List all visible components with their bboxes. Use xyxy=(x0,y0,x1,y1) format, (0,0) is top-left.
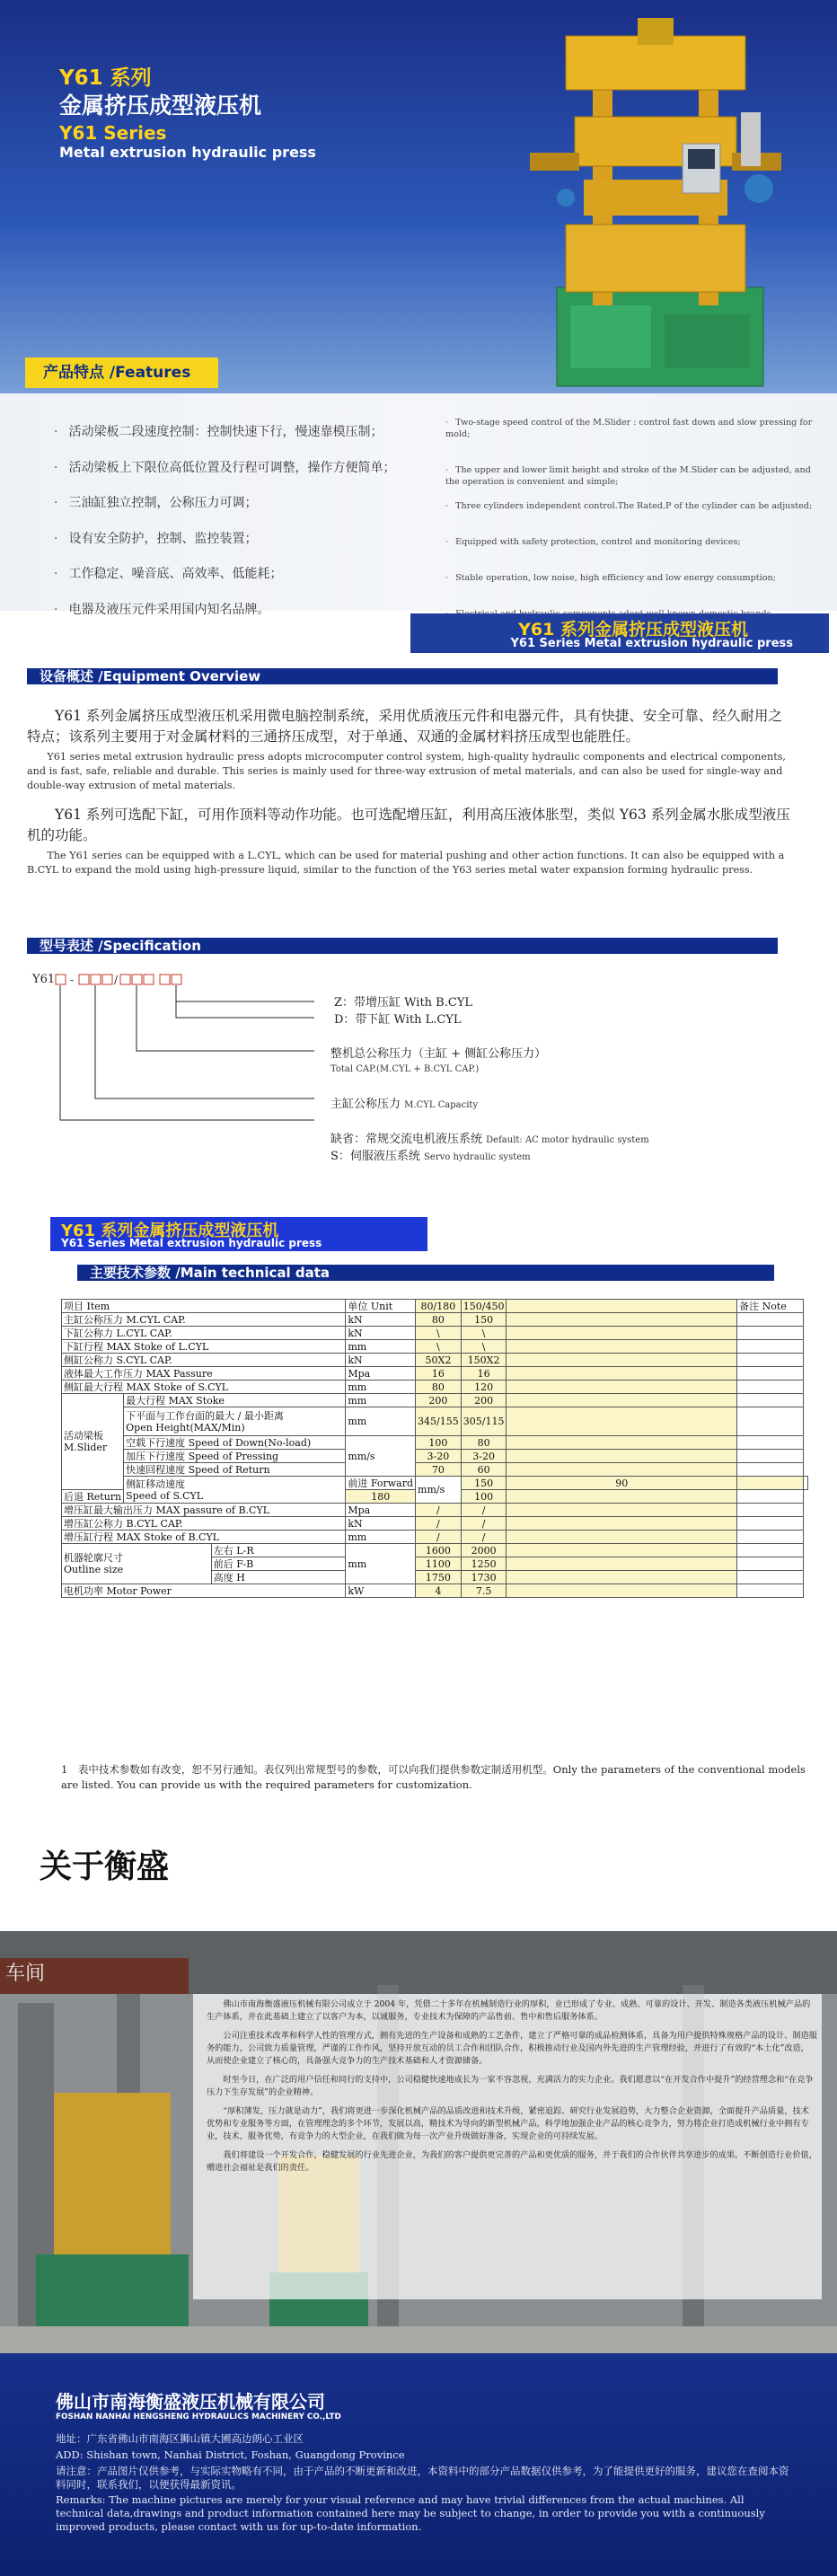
features-list-zh xyxy=(54,422,413,635)
row-label: 侧缸公称力 S.CYL CAP. xyxy=(62,1354,346,1367)
hydraulic-press-illustration xyxy=(503,18,808,395)
row-value-1: 200 xyxy=(416,1394,462,1407)
row-note xyxy=(737,1517,804,1531)
row-blank xyxy=(507,1584,737,1598)
row-unit: mm xyxy=(346,1340,416,1354)
slider-group-label: 活动梁板 M.Slider xyxy=(62,1394,124,1490)
row-label: 左右 L-R xyxy=(211,1544,346,1557)
row-note xyxy=(737,1354,804,1367)
row-blank xyxy=(507,1571,737,1584)
side-speed-en: Speed of S.CYL xyxy=(126,1489,204,1502)
series-header-zh: Y61 系列金属挤压成型液压机 xyxy=(518,620,748,640)
header-model-1: 80/180 xyxy=(416,1300,462,1313)
row-unit: mm xyxy=(346,1394,416,1407)
row-note xyxy=(737,1584,804,1598)
row-label: 增压缸最大输出压力 MAX passure of B.CYL xyxy=(62,1504,346,1517)
row-note xyxy=(804,1477,808,1490)
table-footnote: 1 表中技术参数如有改变，恕不另行通知。表仅列出常规型号的参数，可以向我们提供参数定制适用机型。Only the parameters of the conventional models are listed. You can provide us with the required parameters for customization. xyxy=(61,1763,806,1791)
row-unit: Mpa xyxy=(346,1367,416,1381)
row-unit: mm xyxy=(346,1407,416,1436)
row-value-2: 90 xyxy=(507,1477,737,1490)
about-title: 关于衡盛 xyxy=(40,1848,170,1885)
hero-subtitle-en: Metal extrusion hydraulic press xyxy=(59,144,316,161)
table-row xyxy=(62,1450,808,1463)
row-value-1: 16 xyxy=(416,1367,462,1381)
svg-text:-: - xyxy=(70,974,75,986)
outline-en: Outline size xyxy=(64,1564,124,1575)
open-height-en: Open Height(MAX/Min) xyxy=(126,1421,245,1434)
feature-item-zh: · 工作稳定、噪音底、高效率、低能耗； xyxy=(54,564,413,600)
open-height-label xyxy=(124,1407,346,1436)
outline-zh: 机器轮廓尺寸 xyxy=(64,1552,123,1564)
default-system xyxy=(330,1129,649,1146)
row-value-2: 305/115 xyxy=(461,1407,507,1436)
row-value-1: 100 xyxy=(416,1436,462,1450)
row-label: 增压缸行程 MAX Stoke of B.CYL xyxy=(62,1531,346,1544)
table-row xyxy=(62,1367,808,1381)
feature-item-zh: · 活动梁板上下限位高低位置及行程可调整，操作方便简单； xyxy=(54,458,413,494)
row-blank xyxy=(507,1517,737,1531)
row-value-2: \ xyxy=(461,1327,507,1340)
row-note xyxy=(737,1504,804,1517)
side-speed-label xyxy=(124,1477,346,1504)
row-value-2: 3-20 xyxy=(461,1450,507,1463)
row-note xyxy=(737,1381,804,1394)
option-d: D：带下缸 With L.CYL xyxy=(334,1013,462,1027)
hero-title-zh: Y61 系列 xyxy=(59,66,152,90)
row-blank xyxy=(507,1436,737,1450)
row-label: 下缸公称力 L.CYL CAP. xyxy=(62,1327,346,1340)
row-note xyxy=(737,1463,804,1477)
table-series-en: Y61 Series Metal extrusion hydraulic press xyxy=(61,1237,322,1249)
outline-label xyxy=(62,1544,212,1584)
servo-system-en: Servo hydraulic system xyxy=(424,1152,531,1162)
row-value-1: / xyxy=(416,1517,462,1531)
servo-system xyxy=(330,1146,531,1163)
address-zh: 地址：广东省佛山市南海区狮山镇大圃高边朗心工业区 xyxy=(56,2432,304,2445)
about-paragraph: “厚积薄发，压力就是动力”，我们将更进一步深化机械产品的品质改进和技术升级，紧密追踪、研究行业发展趋势，大力整合企业资源，全面提升产品质量，技术优势和专业服务等方面，在管理理念的多个环节，发展以高，精技术为导向的新型机械产品，科学地加强企业产品的核心竞争力，努力将企业打造成机械行业中拥有专业，技术，服务优势，有竞争力的大型企业，在我们做为每一次产业升级做好准备，实现企业的可持续发展。 xyxy=(207,2106,809,2141)
row-value-1: 1100 xyxy=(416,1557,462,1571)
row-value-2: 2000 xyxy=(461,1544,507,1557)
row-blank xyxy=(507,1544,737,1557)
feature-item-en: · Stable operation, low noise, high efficiency and low energy consumption; xyxy=(445,572,814,584)
row-blank xyxy=(737,1477,804,1490)
row-note xyxy=(737,1490,804,1504)
row-blank xyxy=(507,1354,737,1367)
row-label: 液体最大工作压力 MAX Passure xyxy=(62,1367,346,1381)
row-blank xyxy=(507,1531,737,1544)
row-value-1: / xyxy=(416,1531,462,1544)
series-header-en: Y61 Series Metal extrusion hydraulic press xyxy=(510,637,793,650)
row-value-1: 50X2 xyxy=(416,1354,462,1367)
row-note xyxy=(737,1340,804,1354)
row-unit: kN xyxy=(346,1313,416,1327)
hero-title-en: Y61 Series xyxy=(59,122,167,144)
row-label: 主缸公称压力 M.CYL CAP. xyxy=(62,1313,346,1327)
row-value-1: 3-20 xyxy=(416,1450,462,1463)
row-label: 后退 Return xyxy=(62,1490,124,1504)
row-value-2: / xyxy=(461,1531,507,1544)
table-row xyxy=(62,1327,808,1340)
row-note xyxy=(737,1531,804,1544)
feature-item-zh: · 设有安全防护，控制、监控装置； xyxy=(54,529,413,565)
table-row xyxy=(62,1381,808,1394)
row-value-1: \ xyxy=(416,1327,462,1340)
row-value-2: 150 xyxy=(461,1313,507,1327)
table-row xyxy=(62,1517,808,1531)
features-list-en xyxy=(445,417,814,644)
header-unit: 单位 Unit xyxy=(346,1300,416,1313)
row-value-2: 1250 xyxy=(461,1557,507,1571)
table-row xyxy=(62,1354,808,1367)
row-label: 空载下行速度 Speed of Down(No-load) xyxy=(124,1436,346,1450)
default-system-zh: 缺省：常规交流电机液压系统 xyxy=(330,1133,483,1146)
default-system-en: Default: AC motor hydraulic system xyxy=(486,1135,649,1145)
row-label: 下缸行程 MAX Stoke of L.CYL xyxy=(62,1340,346,1354)
row-unit: mm xyxy=(346,1531,416,1544)
company-name-en: FOSHAN NANHAI HENGSHENG HYDRAULICS MACHINERY CO.,LTD xyxy=(56,2413,341,2422)
row-value-2: 80 xyxy=(461,1436,507,1450)
row-label: 最大行程 MAX Stoke xyxy=(124,1394,346,1407)
table-row xyxy=(62,1544,808,1557)
row-blank xyxy=(507,1313,737,1327)
about-section xyxy=(0,1931,837,2353)
row-blank xyxy=(507,1407,737,1436)
row-value-1: 4 xyxy=(416,1584,462,1598)
row-value-1: / xyxy=(416,1504,462,1517)
row-unit: mm/s xyxy=(416,1477,462,1504)
row-unit: mm/s xyxy=(346,1436,416,1477)
row-unit: mm xyxy=(346,1381,416,1394)
row-value-1: 70 xyxy=(416,1463,462,1477)
about-paragraph: 佛山市南海衡盛液压机械有限公司成立于 2004 年，凭借二十多年在机械制造行业的厚积，业已形成了专业、成熟、可靠的设计、开发、制造各类液压机械产品的生产体系，并在此基础上建立了以客户为本，以诚服务，专业技术为保障的产品售前、售中和售后服务体系。 xyxy=(207,1999,811,2022)
row-label: 增压缸公称力 B.CYL CAP. xyxy=(62,1517,346,1531)
total-capacity-zh: 整机总公称压力（主缸 + 侧缸公称压力） xyxy=(330,1047,547,1061)
row-note xyxy=(737,1407,804,1436)
about-paragraph: 公司注重技术改革和科学人性的管理方式，拥有先进的生产设备和成熟的工艺条件，建立了严格可靠的成品检测体系，具备为用户提供特殊规格产品的设计、制造服务的能力，公司致力质量管理，严谨的工作作风，坚持开放互动的员工合作和团队合作，积极推动行业及国内外先进的生产管理经验，并进行了有效的“本土化”改造，从而使企业建立了核心的，具备强大竞争力的生产技术基础和人才资源储备。 xyxy=(207,2031,817,2066)
row-value-1: 150 xyxy=(461,1477,507,1490)
main-capacity-zh: 主缸公称压力 xyxy=(330,1098,401,1111)
row-blank xyxy=(507,1463,737,1477)
feature-item-en: · Two-stage speed control of the M.Slider : control fast down and slow pressing for mold; xyxy=(445,417,814,440)
table-row xyxy=(62,1463,808,1477)
row-label: 前进 Forward xyxy=(346,1477,416,1490)
spec-heading: 型号表述 /Specification xyxy=(27,938,778,954)
row-value-1: 1750 xyxy=(416,1571,462,1584)
row-value-2: / xyxy=(461,1504,507,1517)
feature-item-zh: · 三油缸独立控制，公称压力可调； xyxy=(54,493,413,529)
row-note xyxy=(737,1313,804,1327)
row-blank xyxy=(507,1381,737,1394)
row-value-2: 16 xyxy=(461,1367,507,1381)
overview-paragraph-2-zh: Y61 系列可选配下缸，可用作顶料等动作功能。也可选配增压缸，利用高压液体胀型，类似 Y63 系列金属水胀成型液压机的功能。 xyxy=(27,807,790,843)
table-row xyxy=(62,1313,808,1327)
footer xyxy=(0,2353,837,2576)
row-note xyxy=(737,1557,804,1571)
row-note xyxy=(737,1571,804,1584)
row-note xyxy=(737,1544,804,1557)
about-paragraph: 时至今日，在广泛的用户信任和同行的支持中，公司稳健快速地成长为一家不容忽视，充满活力的实力企业。我们愿意以“在开发合作中提升”的经营理念和“在竞争压力下生存发展”的企业精神。 xyxy=(207,2075,814,2097)
company-name: 佛山市南海衡盛液压机械有限公司 xyxy=(56,2391,325,2413)
row-blank xyxy=(507,1394,737,1407)
table-series-zh: Y61 系列金属挤压成型液压机 xyxy=(61,1222,279,1240)
table-row xyxy=(62,1584,808,1598)
series-header xyxy=(410,613,829,653)
table-header-row xyxy=(62,1300,808,1313)
about-text xyxy=(207,1998,817,2181)
main-capacity xyxy=(330,1094,478,1111)
row-label: 高度 H xyxy=(211,1571,346,1584)
overview-paragraph-1-zh: Y61 系列金属挤压成型液压机采用微电脑控制系统，采用优质液压元件和电器元件，具有快捷、安全可靠、经久耐用之特点；该系列主要用于对金属材料的三通挤压成型，对于单通、双通的金属材料挤压成型也能胜任。 xyxy=(27,708,782,745)
remark-zh: 请注意：产品图片仅供参考，与实际实物略有不同，由于产品的不断更新和改进，本资料中的部分产品数据仅供参考，为了能提供更好的服务，建议您在查阅本资料同时，联系我们，以便获得最新资讯。 xyxy=(56,2465,789,2491)
model-prefix: Y61 xyxy=(32,973,56,986)
row-note xyxy=(737,1327,804,1340)
row-value-2: / xyxy=(461,1517,507,1531)
remark-en: Remarks: The machine pictures are merely for your visual reference and may have trivial differences from the actual machines. All technical data,drawings and product information contained here may be subject to change, in order to provide you with a continuously improved products, please contact with us for up-to-date information. xyxy=(56,2493,765,2533)
servo-system-zh: S：伺服液压系统 xyxy=(330,1150,420,1163)
feature-item-zh: · 活动梁板二段速度控制：控制快速下行，慢速靠模压制； xyxy=(54,422,413,458)
table-row xyxy=(62,1436,808,1450)
row-label: 侧缸最大行程 MAX Stoke of S.CYL xyxy=(62,1381,346,1394)
row-blank xyxy=(507,1340,737,1354)
header-model-2: 150/450 xyxy=(461,1300,507,1313)
side-speed-zh: 侧缸移动速度 xyxy=(126,1478,186,1490)
technical-data-heading: 主要技术参数 /Main technical data xyxy=(77,1265,774,1281)
row-value-2: 150X2 xyxy=(461,1354,507,1367)
features-label: 产品特点 /Features xyxy=(25,357,218,388)
row-value-1: 345/155 xyxy=(416,1407,462,1436)
main-capacity-en: M.CYL Capacity xyxy=(404,1100,479,1110)
row-unit: kW xyxy=(346,1584,416,1598)
row-blank xyxy=(507,1450,737,1463)
row-value-2: 100 xyxy=(461,1490,507,1504)
row-value-1: 180 xyxy=(346,1490,416,1504)
row-value-1: \ xyxy=(416,1340,462,1354)
hero-banner xyxy=(0,0,837,404)
header-note: 备注 Note xyxy=(737,1300,804,1313)
hero-subtitle-zh: 金属挤压成型液压机 xyxy=(59,93,262,119)
row-blank xyxy=(507,1327,737,1340)
about-paragraph: 我们将建设一个开发合作，稳健发展的行业先进企业，为我们的客户提供更完善的产品和更优质的服务，并于我们的合作伙伴共享进步的成果。不断创造行业价值，赠进社会福祉是我们的责任。 xyxy=(207,2150,817,2173)
open-height-zh: 下平面与工作台面的最大 / 最小距离 xyxy=(126,1409,284,1422)
row-unit: Mpa xyxy=(346,1504,416,1517)
row-value-1: 1600 xyxy=(416,1544,462,1557)
row-value-2: 60 xyxy=(461,1463,507,1477)
row-label: 加压下行速度 Speed of Pressing xyxy=(124,1450,346,1463)
feature-item-en: · Three cylinders independent control.The Rated.P of the cylinder can be adjusted; xyxy=(445,500,814,512)
row-blank xyxy=(507,1490,737,1504)
row-unit: mm xyxy=(346,1544,416,1584)
row-value-2: 7.5 xyxy=(461,1584,507,1598)
overview-paragraph-1-en: Y61 series metal extrusion hydraulic press adopts microcomputer control system, high-quality hydraulic components and electrical components, and is fast, safe, reliable and durable. This series is mainly used for three-way extrusion of metal materials, and can also be used for single-way and double-way extrusion of metal materials. xyxy=(27,751,786,791)
table-row xyxy=(62,1394,808,1407)
table-row xyxy=(62,1407,808,1436)
total-capacity-en-wrap xyxy=(330,1062,479,1075)
address-en: ADD: Shishan town, Nanhai District, Foshan, Guangdong Province xyxy=(56,2448,405,2461)
header-blank xyxy=(507,1300,737,1313)
table-series-header xyxy=(50,1217,427,1251)
feature-item-en: · The upper and lower limit height and stroke of the M.Slider can be adjusted, and the operation is convenient and simple; xyxy=(445,464,814,488)
row-value-2: 120 xyxy=(461,1381,507,1394)
total-capacity-en: Total CAP.(M.CYL + B.CYL CAP.) xyxy=(330,1064,480,1074)
row-unit: kN xyxy=(346,1517,416,1531)
header-item: 项目 Item xyxy=(62,1300,346,1313)
row-blank xyxy=(507,1367,737,1381)
row-unit: kN xyxy=(346,1354,416,1367)
row-value-2: \ xyxy=(461,1340,507,1354)
feature-item-en: · Equipped with safety protection, control and monitoring devices; xyxy=(445,536,814,548)
row-note xyxy=(737,1394,804,1407)
svg-text:/: / xyxy=(114,974,119,986)
row-blank xyxy=(507,1557,737,1571)
row-label: 前后 F-B xyxy=(211,1557,346,1571)
row-value-1: 80 xyxy=(416,1381,462,1394)
row-label: 快速回程速度 Speed of Return xyxy=(124,1463,346,1477)
row-unit: kN xyxy=(346,1327,416,1340)
row-value-2: 200 xyxy=(461,1394,507,1407)
row-blank xyxy=(507,1504,737,1517)
table-row xyxy=(62,1531,808,1544)
technical-data-table xyxy=(61,1299,808,1598)
row-note xyxy=(737,1367,804,1381)
workshop-sign: 车间 xyxy=(0,1958,189,1994)
overview-paragraph-2-en: The Y61 series can be equipped with a L.CYL, which can be used for material pushing and other action functions. It can also be equipped with a B.CYL to expand the mold using high-pressure liquid, similar to the function of the Y63 series metal water expansion forming hydraulic press. xyxy=(27,850,785,876)
feature-item-zh: · 电器及液压元件采用国内知名品牌。 xyxy=(54,600,413,636)
row-value-1: 80 xyxy=(416,1313,462,1327)
row-label: 电机功率 Motor Power xyxy=(62,1584,346,1598)
row-value-2: 1730 xyxy=(461,1571,507,1584)
row-note xyxy=(737,1436,804,1450)
row-note xyxy=(737,1450,804,1463)
table-row xyxy=(62,1504,808,1517)
table-row xyxy=(62,1340,808,1354)
option-z: Z：带增压缸 With B.CYL xyxy=(334,996,473,1010)
overview-heading: 设备概述 /Equipment Overview xyxy=(27,668,778,684)
table-row xyxy=(62,1477,808,1490)
